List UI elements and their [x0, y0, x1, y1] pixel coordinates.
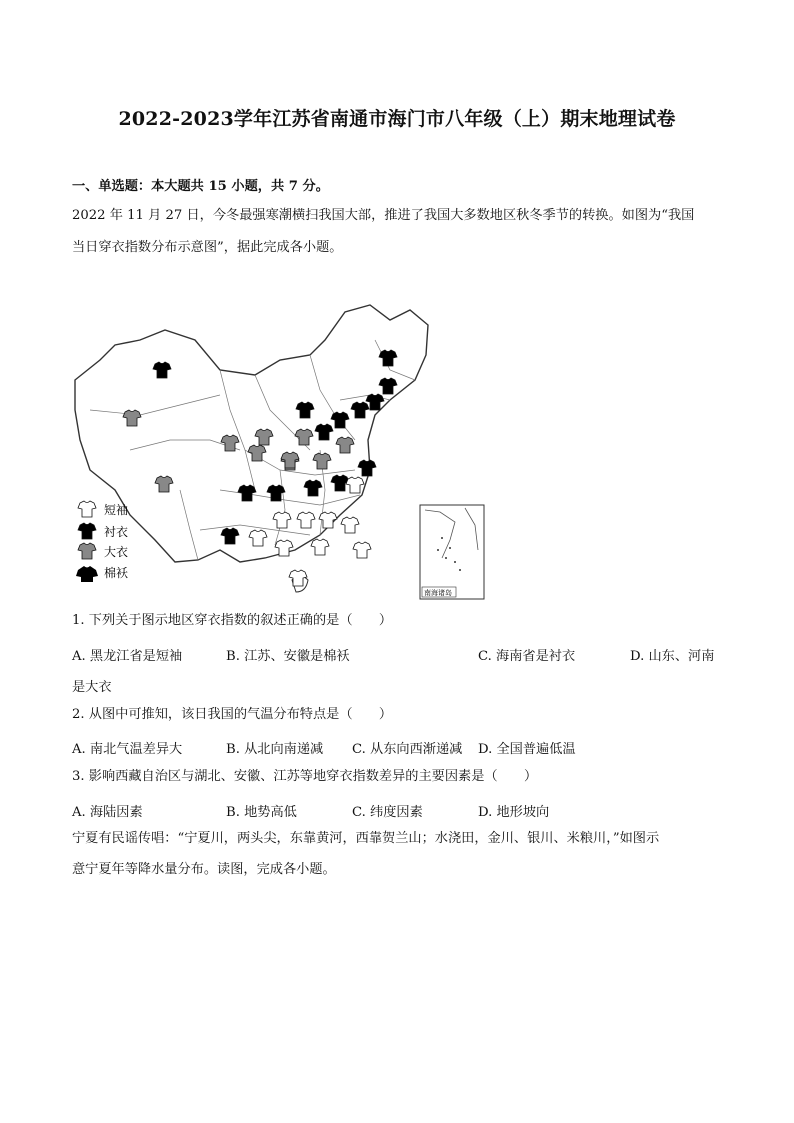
q2-option-b[interactable]: B. 从北向南递减: [226, 742, 324, 757]
legend-label-short: 短袖: [104, 503, 129, 517]
q1-option-b[interactable]: B. 江苏、安徽是棉袄: [226, 649, 350, 664]
section-heading: 一、单选题：本大题共 15 小题，共 7 分。: [72, 179, 329, 194]
legend-label-padded-jacket: 棉袄: [104, 566, 129, 580]
q1-option-c[interactable]: C. 海南省是衬衣: [478, 649, 576, 664]
q3-option-d[interactable]: D. 地形坡向: [478, 805, 550, 820]
south-china-sea-inset: [420, 505, 484, 599]
legend-shirt-icon: [78, 523, 96, 539]
q2-option-c[interactable]: C. 从东向西渐递减: [352, 742, 463, 757]
question-3-stem: 3. 影响西藏自治区与湖北、安徽、江苏等地穿衣指数差异的主要因素是（ ）: [72, 769, 538, 784]
inset-label: 南海诸岛: [424, 589, 452, 597]
question-2-stem: 2. 从图中可推知，该日我国的气温分布特点是（ ）: [72, 707, 393, 722]
legend-padded-jacket-icon: [76, 566, 98, 582]
q1-option-d[interactable]: D. 山东、河南: [630, 649, 715, 664]
legend-label-coat: 大衣: [104, 545, 129, 559]
q3-option-b[interactable]: B. 地势高低: [226, 805, 297, 820]
ningxia-intro-line-2: 意宁夏年等降水量分布。读图，完成各小题。: [72, 862, 336, 877]
q3-option-a[interactable]: A. 海陆因素: [72, 805, 143, 820]
q3-option-c[interactable]: C. 纬度因素: [352, 805, 423, 820]
legend-label-shirt: 衬衣: [104, 525, 129, 539]
intro-line-1: 2022 年 11 月 27 日，今冬最强寒潮横扫我国大部，推进了我国大多数地区秋冬季节的转换。如图为“我国: [72, 208, 695, 223]
ningxia-intro-line-1: 宁夏有民谣传唱：“宁夏川，两头尖，东靠黄河，西靠贺兰山；水浇田，金川、银川、米粮川，”如图示: [72, 831, 660, 846]
map-legend: [76, 501, 128, 582]
china-clothing-index-map: [70, 300, 490, 600]
page-title: 2022-2023学年江苏省南通市海门市八年级（上）期末地理试卷: [118, 108, 676, 130]
china-outline: [75, 305, 428, 562]
intro-line-2: 当日穿衣指数分布示意图”，据此完成各小题。: [72, 240, 343, 255]
question-1-stem: 1. 下列关于图示地区穿衣指数的叙述正确的是（ ）: [72, 613, 393, 628]
q2-option-d[interactable]: D. 全国普遍低温: [478, 742, 576, 757]
legend-coat-icon: [78, 543, 96, 559]
legend-short-icon: [78, 501, 96, 517]
q1-option-a[interactable]: A. 黑龙江省是短袖: [72, 649, 183, 664]
q1-option-d-wrap: 是大衣: [72, 680, 112, 695]
q2-option-a[interactable]: A. 南北气温差异大: [72, 742, 183, 757]
